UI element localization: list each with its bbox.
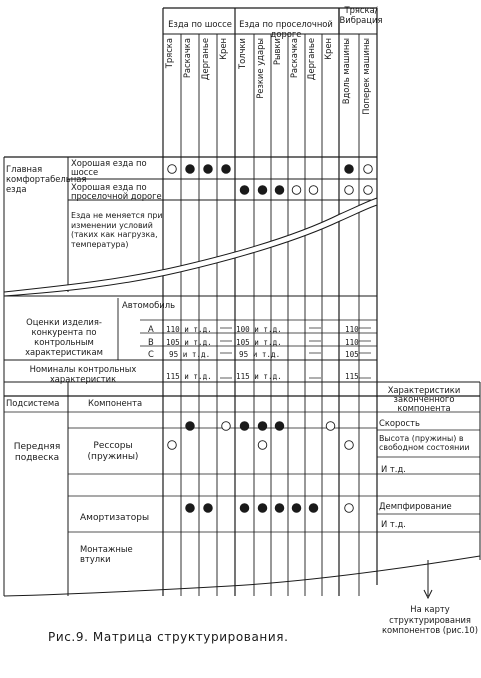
torn-edge-upper (4, 198, 377, 296)
col-header-jolts: Рывки (272, 38, 282, 66)
col-header-across-car: Поперек машины (361, 38, 371, 115)
component-springs: Рессоры (пружины) (87, 441, 139, 462)
col-characteristics: Характеристики законченного компонента (387, 385, 461, 413)
mark-strong (240, 422, 249, 431)
mark-strong (186, 422, 195, 431)
nominals-label: Номиналы контрольных характеристик (29, 364, 137, 384)
col-header-jerk-2: Дерганье (306, 38, 316, 81)
char-etc-2: И т.д. (381, 519, 406, 529)
mark-strong (292, 504, 301, 513)
competitor-car-header: Автомобиль (122, 300, 176, 310)
dirt-value-b: 105 и т.д. (236, 338, 282, 347)
header-group-vibration: Тряска/ Вибрация (339, 5, 383, 25)
mark-strong (240, 186, 249, 195)
col-subsystem: Подсистема (6, 398, 60, 408)
vibration-value-b: 110 (345, 338, 359, 347)
vibration-value-a: 110 (345, 325, 359, 334)
char-speed: Скорость (379, 418, 420, 428)
mark-strong (222, 165, 231, 174)
dirt-value-c: 95 и т.д. (239, 350, 281, 359)
subsystem-front-suspension: Передняя подвеска (13, 442, 61, 463)
header-group-dirt-road: Езда по проселочной дороге (239, 19, 333, 39)
col-header-shake-1: Тряска (164, 38, 174, 69)
mark-strong (275, 504, 284, 513)
col-header-roll-2: Крен (323, 38, 333, 60)
col-header-along-car: Вдоль машины (341, 38, 351, 105)
mark-strong (345, 165, 354, 174)
mark-strong (186, 165, 195, 174)
char-etc-1: И т.д. (381, 464, 406, 474)
mark-weak (258, 441, 267, 450)
col-header-sharp-hits: Резкие удары (255, 38, 265, 99)
col-header-sway-2: Раскачка (289, 38, 299, 79)
mark-weak (364, 165, 373, 174)
col-component: Компонента (88, 398, 143, 408)
mark-strong (258, 422, 267, 431)
col-header-jerk-1: Дерганье (200, 38, 210, 81)
mark-strong (275, 186, 284, 195)
mark-weak (222, 422, 231, 431)
row-good-highway: Хорошая езда по шоссе (71, 158, 147, 177)
competitor-car-a: A (148, 324, 154, 334)
mark-weak (168, 165, 177, 174)
torn-edge-lower (4, 556, 480, 596)
nominal-vibration: 115 (345, 372, 359, 381)
mark-strong (204, 165, 213, 174)
mark-weak (168, 441, 177, 450)
main-quality-label: Главная комфортабельная езда (6, 164, 87, 194)
char-free-height: Высота (пружины) в свободном состоянии (379, 434, 470, 452)
mark-weak (345, 504, 354, 513)
mark-weak (345, 186, 354, 195)
col-header-roll-1: Крен (218, 38, 228, 60)
mark-strong (204, 504, 213, 513)
arrow-note: На карту структурирования компонентов (рис.10) (381, 604, 479, 635)
mark-weak (292, 186, 301, 195)
row-good-dirt-road: Хорошая езда по проселочной дороге (71, 182, 162, 201)
highway-value-c: 95 и т.д. (169, 350, 211, 359)
component-shock-absorbers: Амортизаторы (80, 513, 150, 523)
mark-strong (275, 422, 284, 431)
dirt-value-a: 100 и т.д. (236, 325, 282, 334)
header-group-highway: Езда по шоссе (168, 19, 232, 29)
mark-strong (186, 504, 195, 513)
mark-weak (364, 186, 373, 195)
mark-weak (326, 422, 335, 431)
competitor-car-b: B (148, 337, 154, 347)
mark-weak (345, 441, 354, 450)
mark-weak (309, 186, 318, 195)
vibration-value-c: 105 (345, 350, 359, 359)
competitor-car-c: C (148, 349, 154, 359)
mark-strong (309, 504, 318, 513)
col-header-sway-1: Раскачка (182, 38, 192, 79)
competitor-label: Оценки изделия-конкурента по контрольным характеристикам (25, 317, 103, 357)
nominal-dirt: 115 и т.д. (236, 372, 282, 381)
mark-strong (258, 186, 267, 195)
char-damping: Демпфирование (379, 501, 452, 511)
col-header-bumps: Толчки (237, 38, 247, 70)
component-mounting-bushings: Монтажные втулки (80, 544, 133, 564)
row-ride-unchanged: Езда не меняется при изменении условий (таких как нагрузка, температура) (71, 211, 163, 249)
mark-strong (258, 504, 267, 513)
mark-strong (240, 504, 249, 513)
figure-caption: Рис.9. Матрица структурирования. (48, 630, 289, 644)
nominal-highway: 115 и т.д. (166, 372, 212, 381)
highway-value-a: 110 и т.д. (166, 325, 212, 334)
highway-value-b: 105 и т.д. (166, 338, 212, 347)
